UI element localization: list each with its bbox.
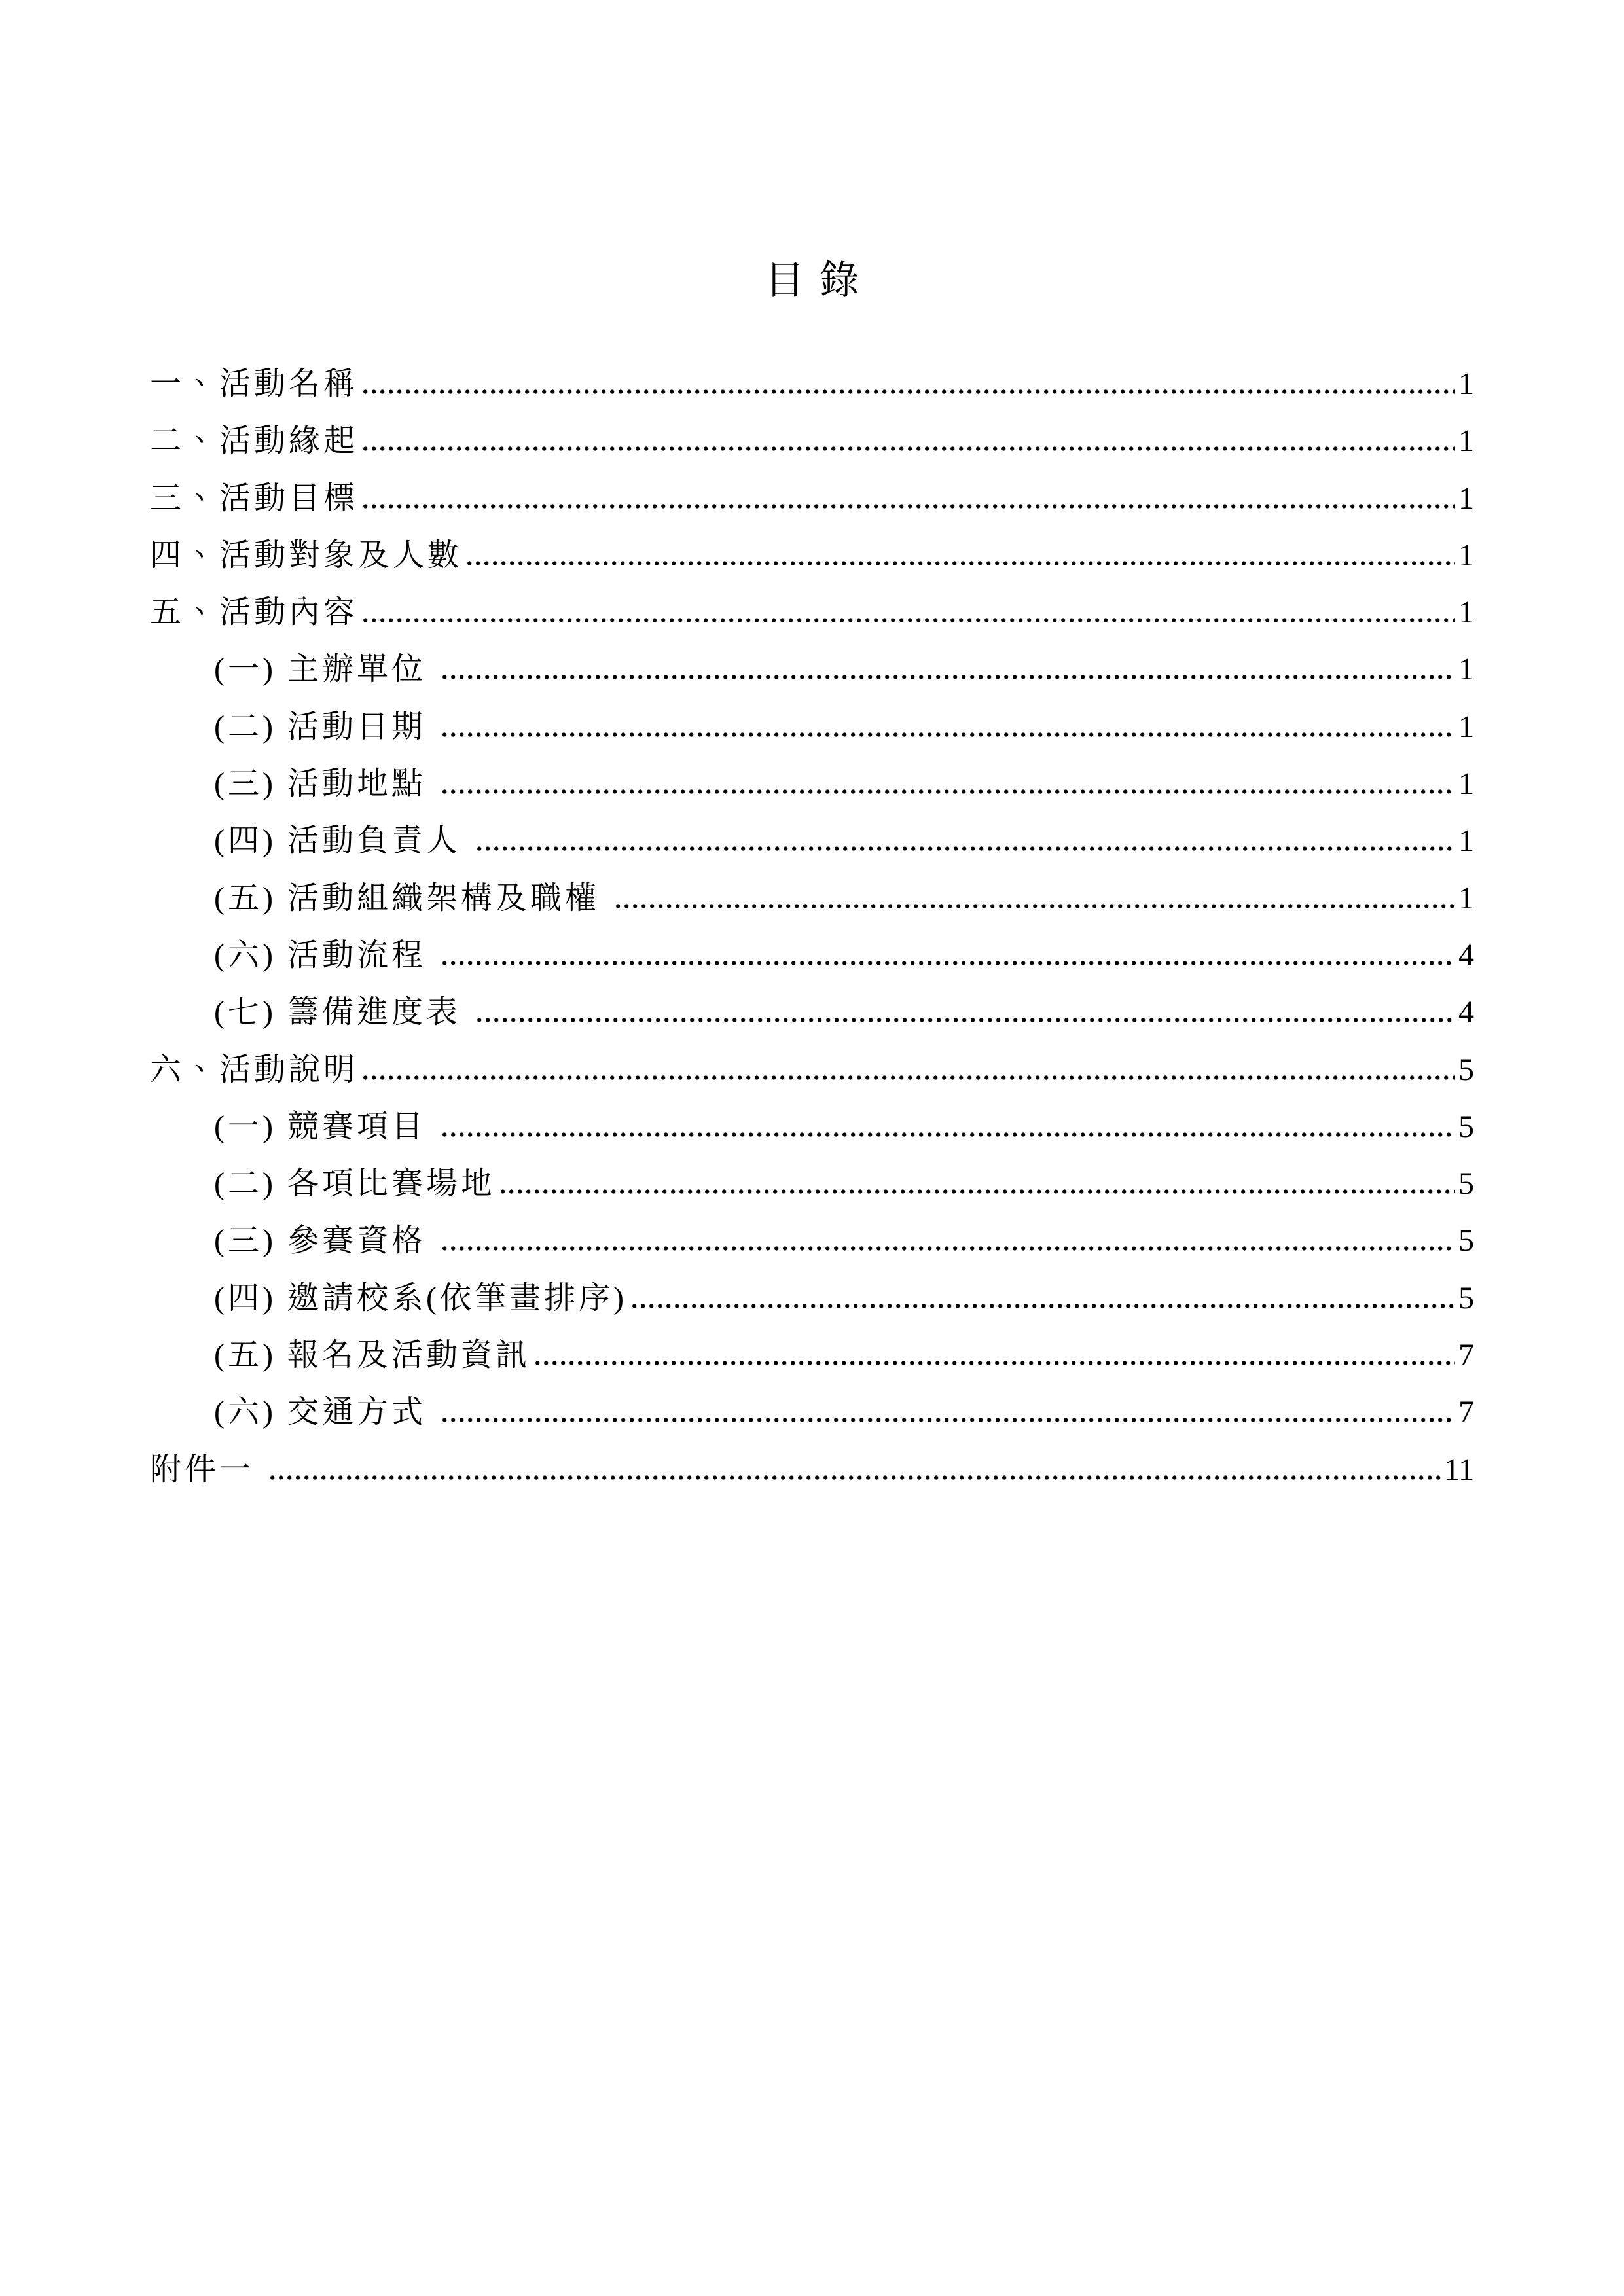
toc-entry-text: 一、活動名稱 bbox=[150, 367, 359, 401]
dot-leader bbox=[442, 1132, 1455, 1137]
toc-entry[interactable] bbox=[150, 1155, 1474, 1212]
toc-entry-text: (七) 籌備進度表 bbox=[214, 995, 472, 1030]
toc-page-number: 1 bbox=[1458, 652, 1474, 687]
toc-entry-text: (一) 主辦單位 bbox=[214, 652, 437, 687]
toc-entry[interactable] bbox=[150, 584, 1474, 641]
dot-leader bbox=[477, 846, 1455, 851]
toc-entry-text: (四) 邀請校系(依筆畫排序) bbox=[214, 1280, 627, 1316]
toc-page-number: 5 bbox=[1458, 1223, 1474, 1259]
toc-entry[interactable] bbox=[150, 755, 1474, 812]
dot-leader bbox=[442, 732, 1455, 737]
dot-leader bbox=[442, 1418, 1455, 1422]
toc-page-number: 5 bbox=[1458, 1109, 1474, 1144]
toc-page-number: 1 bbox=[1458, 709, 1474, 744]
toc-page-number: 1 bbox=[1458, 880, 1474, 916]
dot-leader bbox=[442, 675, 1455, 679]
toc-entry[interactable] bbox=[150, 927, 1474, 984]
toc-entry[interactable] bbox=[150, 355, 1474, 412]
toc-entry[interactable] bbox=[150, 1270, 1474, 1327]
toc-entry[interactable] bbox=[150, 1327, 1474, 1384]
toc-entry-text: (一) 競賽項目 bbox=[214, 1109, 437, 1144]
toc-page-number: 11 bbox=[1443, 1452, 1474, 1487]
toc-entry-text: (三) 活動地點 bbox=[214, 766, 437, 802]
toc-entry[interactable] bbox=[150, 527, 1474, 584]
toc-entry-text: (二) 各項比賽場地 bbox=[214, 1166, 496, 1202]
toc-entry[interactable] bbox=[150, 641, 1474, 698]
toc-entry[interactable] bbox=[150, 812, 1474, 869]
dot-leader bbox=[363, 389, 1455, 394]
toc-entry-text: (四) 活動負責人 bbox=[214, 823, 472, 859]
toc-entry-text: (六) 交通方式 bbox=[214, 1395, 437, 1430]
toc-page-number: 1 bbox=[1458, 480, 1474, 516]
dot-leader bbox=[363, 446, 1455, 451]
toc-entry-text: 四、活動對象及人數 bbox=[150, 537, 463, 573]
toc-entry[interactable] bbox=[150, 412, 1474, 469]
toc-entry[interactable] bbox=[150, 698, 1474, 755]
dot-leader bbox=[442, 1246, 1455, 1251]
dot-leader bbox=[363, 618, 1455, 622]
toc-entry-text: 六、活動說明 bbox=[150, 1052, 359, 1087]
toc-page-number: 5 bbox=[1458, 1166, 1474, 1202]
toc-page-number: 1 bbox=[1458, 367, 1474, 401]
toc-entry[interactable] bbox=[150, 470, 1474, 527]
toc-page-number: 1 bbox=[1458, 823, 1474, 859]
dot-leader bbox=[442, 961, 1455, 965]
dot-leader bbox=[632, 1304, 1455, 1308]
toc-entry-text: 三、活動目標 bbox=[150, 480, 359, 516]
dot-leader bbox=[501, 1189, 1455, 1194]
toc-list bbox=[150, 355, 1474, 1498]
dot-leader bbox=[442, 789, 1455, 794]
dot-leader bbox=[363, 504, 1455, 509]
toc-page-number: 5 bbox=[1458, 1280, 1474, 1316]
toc-page-number: 5 bbox=[1458, 1052, 1474, 1087]
toc-page-number: 1 bbox=[1458, 766, 1474, 802]
toc-page-number: 4 bbox=[1458, 995, 1474, 1030]
toc-entry-text: (六) 活動流程 bbox=[214, 937, 437, 973]
toc-entry-text: 五、活動內容 bbox=[150, 595, 359, 630]
toc-page-number: 1 bbox=[1458, 423, 1474, 459]
toc-page-number: 7 bbox=[1458, 1338, 1474, 1373]
page-title: 目錄 bbox=[765, 259, 875, 302]
toc-entry[interactable] bbox=[150, 984, 1474, 1041]
toc-entry[interactable] bbox=[150, 1384, 1474, 1441]
toc-entry[interactable] bbox=[150, 870, 1474, 927]
toc-entry-text: 二、活動緣起 bbox=[150, 423, 359, 459]
toc-page-number: 1 bbox=[1458, 595, 1474, 630]
dot-leader bbox=[616, 904, 1455, 908]
toc-entry[interactable] bbox=[150, 1041, 1474, 1098]
toc-entry-text: (五) 報名及活動資訊 bbox=[214, 1338, 530, 1373]
toc-entry[interactable] bbox=[150, 1441, 1474, 1498]
toc-entry-text: (三) 參賽資格 bbox=[214, 1223, 437, 1259]
toc-page-number: 4 bbox=[1458, 937, 1474, 973]
dot-leader bbox=[363, 1075, 1455, 1080]
toc-page-number: 7 bbox=[1458, 1395, 1474, 1430]
dot-leader bbox=[535, 1361, 1455, 1365]
toc-entry[interactable] bbox=[150, 1098, 1474, 1155]
dot-leader bbox=[477, 1018, 1455, 1022]
toc-entry[interactable] bbox=[150, 1212, 1474, 1269]
toc-entry-text: 附件一 bbox=[150, 1452, 266, 1487]
toc-entry-text: (五) 活動組織架構及職權 bbox=[214, 880, 611, 916]
dot-leader bbox=[270, 1475, 1441, 1480]
dot-leader bbox=[467, 561, 1455, 565]
toc-page-number: 1 bbox=[1458, 537, 1474, 573]
toc-entry-text: (二) 活動日期 bbox=[214, 709, 437, 744]
